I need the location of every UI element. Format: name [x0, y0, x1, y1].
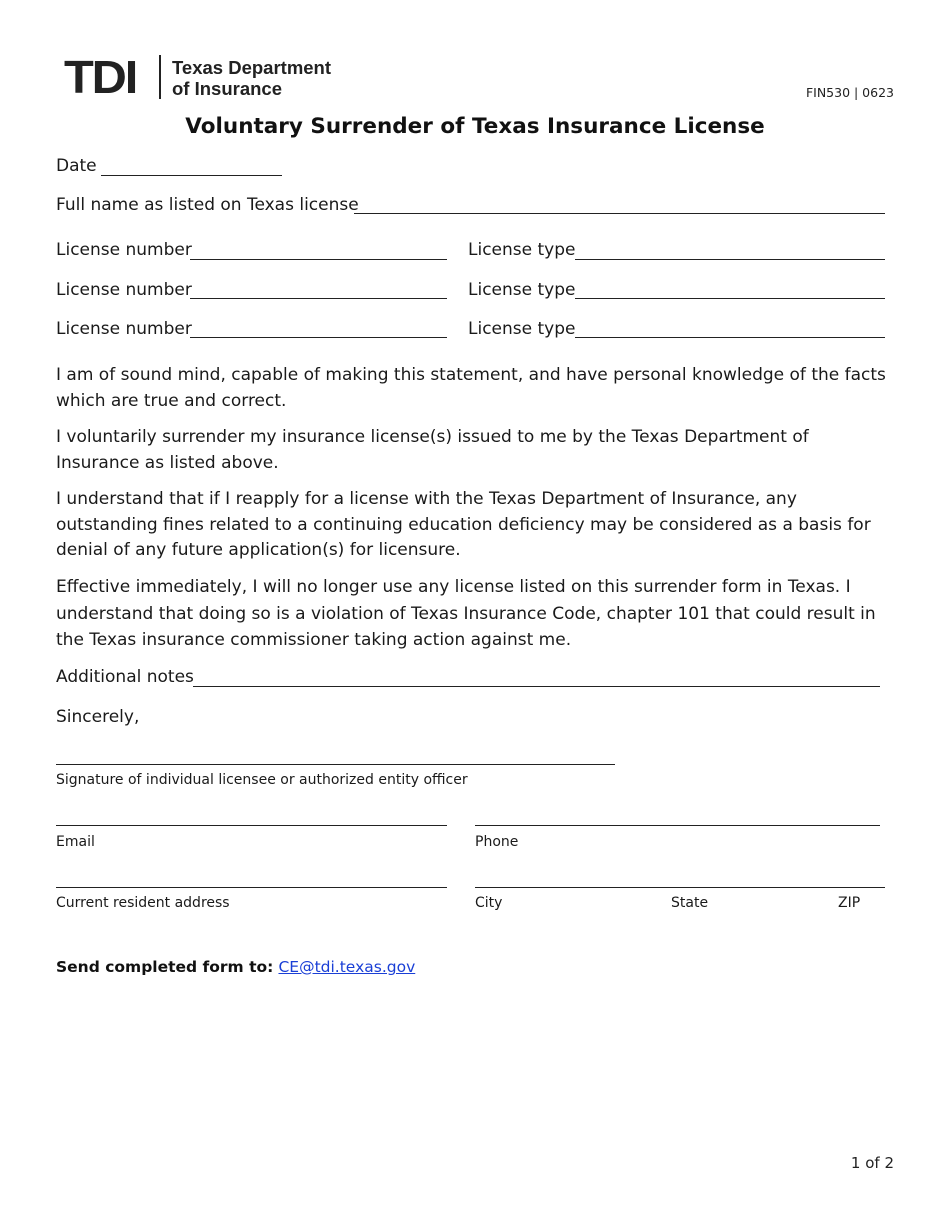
- logo-name-line2: of Insurance: [172, 78, 282, 99]
- send-email-link[interactable]: CE@tdi.texas.gov: [278, 958, 416, 976]
- additional-notes-field[interactable]: [193, 686, 880, 687]
- send-instructions: [56, 957, 415, 976]
- zip-label: ZIP: [838, 895, 861, 911]
- address-field[interactable]: [56, 887, 447, 888]
- email-field[interactable]: [56, 825, 447, 826]
- statement-paragraph: Effective immediately, I will no longer use any license listed on this surrender form in Texas. I understand that doing so is a violation of Texas Insurance Code, chapter 101 that could result in the Texas insurance commissioner taking action against me.: [56, 577, 876, 650]
- form-code: FIN530 | 0623: [805, 85, 894, 100]
- license-number-label: License number: [56, 319, 192, 339]
- full-name-field[interactable]: [354, 213, 885, 214]
- date-field[interactable]: [101, 175, 282, 176]
- statement-paragraph: I understand that if I reapply for a license with the Texas Department of Insurance, any outstanding fines related to a continuing education deficiency may be considered as a basis for denial of any future application(s) for licensure.: [56, 489, 871, 560]
- license-number-field[interactable]: [190, 259, 447, 260]
- phone-label: Phone: [475, 834, 519, 850]
- signature-label: Signature of individual licensee or authorized entity officer: [56, 772, 468, 788]
- city-label: City: [475, 895, 503, 911]
- page-number: 1 of 2: [850, 1154, 894, 1172]
- statement-paragraph: I voluntarily surrender my insurance license(s) issued to me by the Texas Department of Insurance as listed above.: [56, 427, 809, 473]
- city-state-zip-field[interactable]: [475, 887, 885, 888]
- license-number-label: License number: [56, 280, 192, 300]
- tdi-logo-mark: TDI: [64, 51, 137, 103]
- logo-agency-name: [172, 57, 331, 99]
- logo-name-line1: Texas Department: [172, 57, 332, 78]
- license-type-label: License type: [468, 280, 576, 300]
- address-label: Current resident address: [56, 895, 230, 911]
- license-number-field[interactable]: [190, 337, 447, 338]
- additional-notes-label: Additional notes: [56, 667, 194, 687]
- license-type-field[interactable]: [575, 259, 885, 260]
- license-number-field[interactable]: [190, 298, 447, 299]
- date-label: Date: [56, 156, 97, 176]
- logo-divider: [159, 55, 161, 99]
- license-type-label: License type: [468, 240, 576, 260]
- statement-paragraph: I am of sound mind, capable of making this statement, and have personal knowledge of the facts which are true and correct.: [56, 365, 886, 411]
- state-label: State: [671, 895, 709, 911]
- email-label: Email: [56, 834, 95, 850]
- full-name-label: Full name as listed on Texas license: [56, 195, 359, 215]
- license-number-label: License number: [56, 240, 192, 260]
- license-type-label: License type: [468, 319, 576, 339]
- send-label: Send completed form to:: [56, 958, 274, 976]
- page-title: Voluntary Surrender of Texas Insurance License: [185, 114, 765, 139]
- signature-field[interactable]: [56, 764, 615, 765]
- phone-field[interactable]: [475, 825, 880, 826]
- closing-text: Sincerely,: [56, 707, 140, 727]
- license-type-field[interactable]: [575, 298, 885, 299]
- license-type-field[interactable]: [575, 337, 885, 338]
